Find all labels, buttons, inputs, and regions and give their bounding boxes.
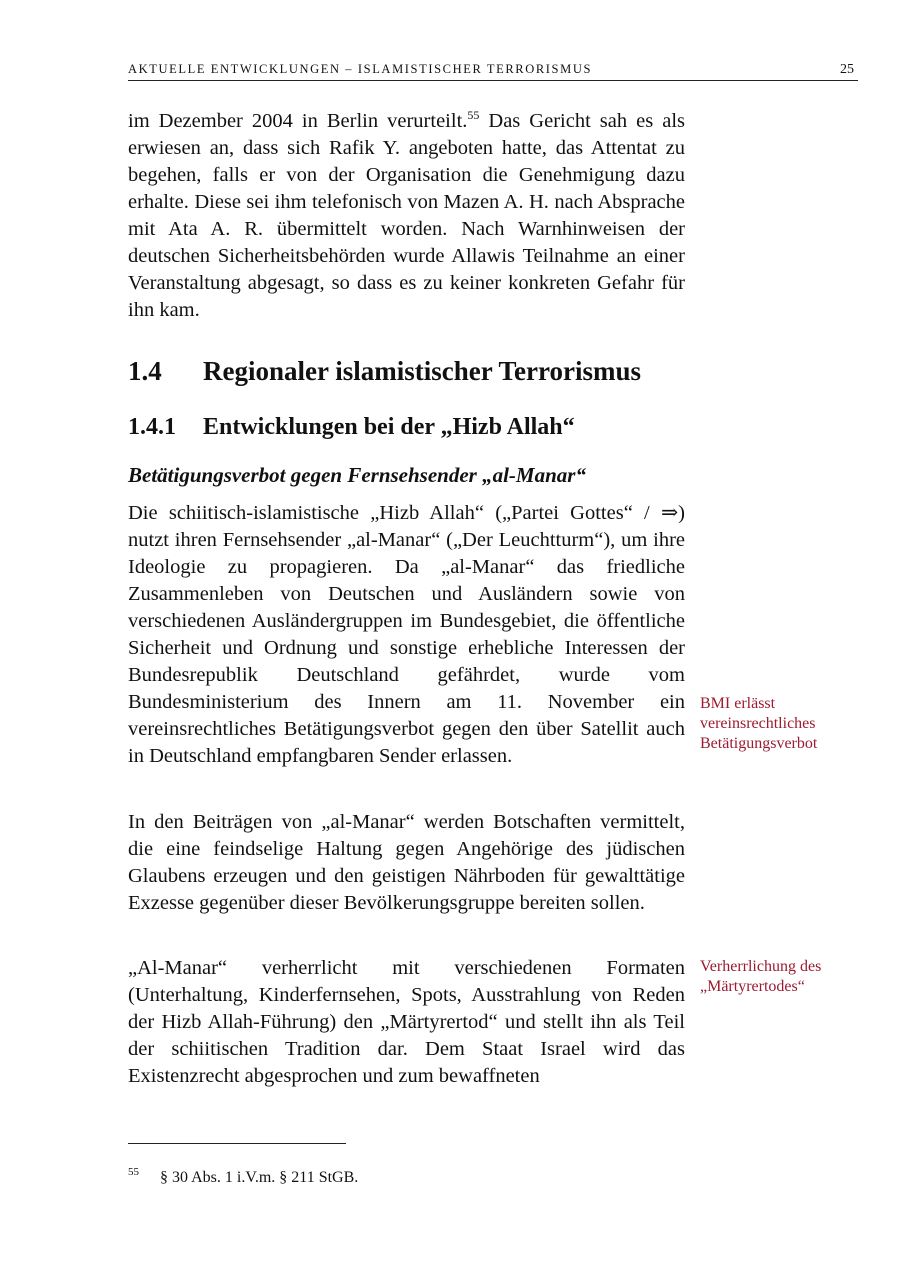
paragraph-botschaften: In den Beiträgen von „al-Manar“ werden Botschaften vermittelt, die eine feindselige Haltung gegen Angehörige des jüdischen Glaubens erzeugen und den geistigen Nährboden für gewalttätige Exzesse gegenüber dieser Bevölkerungsgruppe bereiten sollen. xyxy=(128,811,685,914)
topic-heading: Betätigungsverbot gegen Fernsehsender „al-Manar“ xyxy=(128,463,586,487)
paragraph-hizb-allah: Die schiitisch-islamistische „Hizb Allah“ („Partei Gottes“ / ⇒) nutzt ihren Fernsehsender „al-Manar“ („Der Leuchtturm“), um ihre Ideologie zu propagieren. Da „al-Manar“ das friedliche Zusammenleben von Deutschen und Ausländern sowie von verschiedenen Ausländergruppen im Bundesgebiet, die öffentliche Sicherheit und Ordnung und sonstige erhebliche Interessen der Bundesrepublik Deutschland gefährdet, wurde vom Bundesministerium des Innern am 11. November ein vereinsrechtliches Betätigungsverbot gegen den über Satellit auch in Deutschland empfangbaren Sender erlassen. xyxy=(128,502,685,767)
intro-text-end: Das Gericht sah es als erwiesen an, dass sich Rafik Y. angeboten hatte, das Attentat zu begehen, falls er von der Organisation die Genehmigung dazu erhalte. Diese sei ihm telefonisch von Mazen A. H. nach Absprache mit Ata A. R. übermittelt worden. Nach Warnhinweisen der deutschen Sicherheitsbehörden wurde Allawis Teilnahme an einer Veranstaltung abgesagt, so dass es zu keiner konkreten Gefahr für ihn kam. xyxy=(128,110,685,321)
margin-note-betaetigungsverbot xyxy=(700,694,870,754)
footnote-divider xyxy=(128,1143,346,1144)
section-number: 1.4 xyxy=(128,356,162,386)
margin-note-line: vereinsrechtliches xyxy=(700,715,816,732)
page-number: 25 xyxy=(840,62,854,77)
section-heading xyxy=(128,354,641,388)
margin-note-line: BMI erlässt xyxy=(700,695,776,712)
footnote-number: 55 xyxy=(128,1166,139,1178)
subsection-heading xyxy=(128,411,575,443)
footnote-text: § 30 Abs. 1 i.V.m. § 211 StGB. xyxy=(160,1169,359,1186)
footnote-reference[interactable]: 55 xyxy=(467,108,480,122)
section-title: Regionaler islamistischer Terrorismus xyxy=(203,356,641,386)
intro-text-start: im Dezember 2004 in Berlin verurteilt. xyxy=(128,110,468,132)
footnote xyxy=(128,1162,358,1188)
paragraph-maertyrertod: „Al-Manar“ verherrlicht mit verschiedenen Formaten (Unterhaltung, Kinderfernsehen, Spots, Ausstrahlung von Reden der Hizb Allah-Führung) den „Märtyrertod“ und stellt ihn als Teil der schiitischen Tradition dar. Dem Staat Israel wird das Existenzrecht abgesprochen und zum bewaffneten xyxy=(128,957,685,1087)
subsection-number: 1.4.1 xyxy=(128,414,176,440)
running-title: AKTUELLE ENTWICKLUNGEN – ISLAMISTISCHER TERRORISMUS xyxy=(128,62,592,76)
margin-note-line: „Märtyrertodes“ xyxy=(700,978,805,995)
running-header xyxy=(128,62,858,81)
margin-note-line: Verherrlichung des xyxy=(700,958,822,975)
subsection-title: Entwicklungen bei der „Hizb Allah“ xyxy=(203,414,575,440)
margin-note-line: Betätigungsverbot xyxy=(700,735,818,752)
margin-note-maertyrertod xyxy=(700,957,870,997)
intro-paragraph xyxy=(128,108,685,324)
